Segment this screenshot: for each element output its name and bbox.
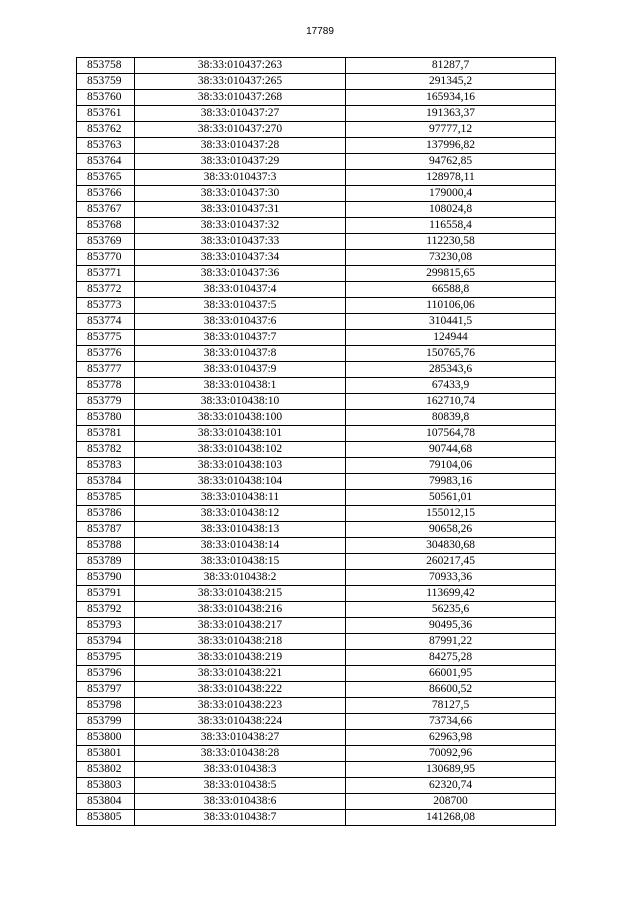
records-table xyxy=(76,57,556,826)
cadastral-number-cell: 38:33:010438:221 xyxy=(135,666,346,682)
row-number-cell: 853797 xyxy=(77,682,135,698)
table-row xyxy=(77,346,556,362)
row-number-cell: 853776 xyxy=(77,346,135,362)
table-row xyxy=(77,410,556,426)
value-cell: 299815,65 xyxy=(346,266,556,282)
table-row xyxy=(77,634,556,650)
table-row xyxy=(77,170,556,186)
row-number-cell: 853759 xyxy=(77,74,135,90)
row-number-cell: 853795 xyxy=(77,650,135,666)
cadastral-number-cell: 38:33:010438:5 xyxy=(135,778,346,794)
row-number-cell: 853804 xyxy=(77,794,135,810)
row-number-cell: 853792 xyxy=(77,602,135,618)
table-row xyxy=(77,746,556,762)
value-cell: 179000,4 xyxy=(346,186,556,202)
cadastral-number-cell: 38:33:010437:265 xyxy=(135,74,346,90)
value-cell: 66001,95 xyxy=(346,666,556,682)
row-number-cell: 853764 xyxy=(77,154,135,170)
cadastral-number-cell: 38:33:010438:2 xyxy=(135,570,346,586)
cadastral-number-cell: 38:33:010438:1 xyxy=(135,378,346,394)
table-row xyxy=(77,538,556,554)
row-number-cell: 853803 xyxy=(77,778,135,794)
cadastral-number-cell: 38:33:010438:15 xyxy=(135,554,346,570)
table-row xyxy=(77,202,556,218)
value-cell: 97777,12 xyxy=(346,122,556,138)
value-cell: 78127,5 xyxy=(346,698,556,714)
table-row xyxy=(77,554,556,570)
cadastral-number-cell: 38:33:010438:3 xyxy=(135,762,346,778)
row-number-cell: 853789 xyxy=(77,554,135,570)
row-number-cell: 853801 xyxy=(77,746,135,762)
cadastral-number-cell: 38:33:010438:10 xyxy=(135,394,346,410)
row-number-cell: 853790 xyxy=(77,570,135,586)
cadastral-number-cell: 38:33:010438:7 xyxy=(135,810,346,826)
value-cell: 62963,98 xyxy=(346,730,556,746)
value-cell: 108024,8 xyxy=(346,202,556,218)
cadastral-number-cell: 38:33:010438:14 xyxy=(135,538,346,554)
cadastral-number-cell: 38:33:010438:28 xyxy=(135,746,346,762)
table-row xyxy=(77,650,556,666)
cadastral-number-cell: 38:33:010438:12 xyxy=(135,506,346,522)
value-cell: 208700 xyxy=(346,794,556,810)
cadastral-number-cell: 38:33:010437:6 xyxy=(135,314,346,330)
row-number-cell: 853773 xyxy=(77,298,135,314)
value-cell: 112230,58 xyxy=(346,234,556,250)
value-cell: 73734,66 xyxy=(346,714,556,730)
table-row xyxy=(77,122,556,138)
cadastral-number-cell: 38:33:010438:224 xyxy=(135,714,346,730)
value-cell: 260217,45 xyxy=(346,554,556,570)
table-row xyxy=(77,602,556,618)
row-number-cell: 853802 xyxy=(77,762,135,778)
row-number-cell: 853787 xyxy=(77,522,135,538)
row-number-cell: 853785 xyxy=(77,490,135,506)
cadastral-number-cell: 38:33:010438:217 xyxy=(135,618,346,634)
table-row xyxy=(77,794,556,810)
row-number-cell: 853772 xyxy=(77,282,135,298)
row-number-cell: 853796 xyxy=(77,666,135,682)
row-number-cell: 853780 xyxy=(77,410,135,426)
cadastral-number-cell: 38:33:010437:7 xyxy=(135,330,346,346)
cadastral-number-cell: 38:33:010438:103 xyxy=(135,458,346,474)
table-row xyxy=(77,378,556,394)
value-cell: 86600,52 xyxy=(346,682,556,698)
cadastral-number-cell: 38:33:010437:9 xyxy=(135,362,346,378)
table-row xyxy=(77,586,556,602)
row-number-cell: 853779 xyxy=(77,394,135,410)
value-cell: 304830,68 xyxy=(346,538,556,554)
cadastral-number-cell: 38:33:010437:5 xyxy=(135,298,346,314)
value-cell: 310441,5 xyxy=(346,314,556,330)
value-cell: 113699,42 xyxy=(346,586,556,602)
value-cell: 165934,16 xyxy=(346,90,556,106)
cadastral-number-cell: 38:33:010438:102 xyxy=(135,442,346,458)
cadastral-number-cell: 38:33:010438:215 xyxy=(135,586,346,602)
value-cell: 73230,08 xyxy=(346,250,556,266)
cadastral-number-cell: 38:33:010438:100 xyxy=(135,410,346,426)
table-row xyxy=(77,490,556,506)
cadastral-number-cell: 38:33:010438:223 xyxy=(135,698,346,714)
value-cell: 70092,96 xyxy=(346,746,556,762)
value-cell: 130689,95 xyxy=(346,762,556,778)
value-cell: 87991,22 xyxy=(346,634,556,650)
value-cell: 94762,85 xyxy=(346,154,556,170)
value-cell: 70933,36 xyxy=(346,570,556,586)
value-cell: 56235,6 xyxy=(346,602,556,618)
cadastral-number-cell: 38:33:010438:13 xyxy=(135,522,346,538)
cadastral-number-cell: 38:33:010437:263 xyxy=(135,58,346,74)
table-row xyxy=(77,362,556,378)
table-row xyxy=(77,682,556,698)
table-row xyxy=(77,74,556,90)
cadastral-number-cell: 38:33:010438:219 xyxy=(135,650,346,666)
value-cell: 90495,36 xyxy=(346,618,556,634)
cadastral-number-cell: 38:33:010438:27 xyxy=(135,730,346,746)
cadastral-number-cell: 38:33:010438:222 xyxy=(135,682,346,698)
table-row xyxy=(77,442,556,458)
row-number-cell: 853783 xyxy=(77,458,135,474)
records-table-body xyxy=(77,58,556,826)
row-number-cell: 853758 xyxy=(77,58,135,74)
table-row xyxy=(77,138,556,154)
table-row xyxy=(77,90,556,106)
table-row xyxy=(77,186,556,202)
cadastral-number-cell: 38:33:010438:216 xyxy=(135,602,346,618)
value-cell: 50561,01 xyxy=(346,490,556,506)
value-cell: 62320,74 xyxy=(346,778,556,794)
row-number-cell: 853788 xyxy=(77,538,135,554)
row-number-cell: 853784 xyxy=(77,474,135,490)
table-row xyxy=(77,250,556,266)
row-number-cell: 853770 xyxy=(77,250,135,266)
cadastral-number-cell: 38:33:010437:3 xyxy=(135,170,346,186)
value-cell: 90658,26 xyxy=(346,522,556,538)
row-number-cell: 853778 xyxy=(77,378,135,394)
row-number-cell: 853805 xyxy=(77,810,135,826)
row-number-cell: 853791 xyxy=(77,586,135,602)
value-cell: 84275,28 xyxy=(346,650,556,666)
table-row xyxy=(77,570,556,586)
cadastral-number-cell: 38:33:010438:11 xyxy=(135,490,346,506)
cadastral-number-cell: 38:33:010437:8 xyxy=(135,346,346,362)
page-number: 17789 xyxy=(306,26,334,37)
row-number-cell: 853781 xyxy=(77,426,135,442)
value-cell: 107564,78 xyxy=(346,426,556,442)
row-number-cell: 853782 xyxy=(77,442,135,458)
cadastral-number-cell: 38:33:010437:270 xyxy=(135,122,346,138)
table-row xyxy=(77,714,556,730)
value-cell: 150765,76 xyxy=(346,346,556,362)
table-row xyxy=(77,266,556,282)
row-number-cell: 853760 xyxy=(77,90,135,106)
value-cell: 81287,7 xyxy=(346,58,556,74)
row-number-cell: 853775 xyxy=(77,330,135,346)
cadastral-number-cell: 38:33:010438:6 xyxy=(135,794,346,810)
value-cell: 141268,08 xyxy=(346,810,556,826)
value-cell: 79983,16 xyxy=(346,474,556,490)
table-row xyxy=(77,234,556,250)
cadastral-number-cell: 38:33:010438:101 xyxy=(135,426,346,442)
cadastral-number-cell: 38:33:010437:36 xyxy=(135,266,346,282)
row-number-cell: 853769 xyxy=(77,234,135,250)
value-cell: 291345,2 xyxy=(346,74,556,90)
table-row xyxy=(77,698,556,714)
table-row xyxy=(77,282,556,298)
table-row xyxy=(77,154,556,170)
row-number-cell: 853774 xyxy=(77,314,135,330)
cadastral-number-cell: 38:33:010437:33 xyxy=(135,234,346,250)
row-number-cell: 853768 xyxy=(77,218,135,234)
table-row xyxy=(77,778,556,794)
cadastral-number-cell: 38:33:010438:104 xyxy=(135,474,346,490)
cadastral-number-cell: 38:33:010437:268 xyxy=(135,90,346,106)
cadastral-number-cell: 38:33:010437:29 xyxy=(135,154,346,170)
table-row xyxy=(77,106,556,122)
table-row xyxy=(77,58,556,74)
cadastral-number-cell: 38:33:010437:27 xyxy=(135,106,346,122)
table-row xyxy=(77,394,556,410)
row-number-cell: 853786 xyxy=(77,506,135,522)
row-number-cell: 853767 xyxy=(77,202,135,218)
cadastral-number-cell: 38:33:010438:218 xyxy=(135,634,346,650)
table-row xyxy=(77,810,556,826)
value-cell: 67433,9 xyxy=(346,378,556,394)
table-row xyxy=(77,458,556,474)
cadastral-number-cell: 38:33:010437:34 xyxy=(135,250,346,266)
cadastral-number-cell: 38:33:010437:31 xyxy=(135,202,346,218)
value-cell: 155012,15 xyxy=(346,506,556,522)
table-row xyxy=(77,314,556,330)
value-cell: 191363,37 xyxy=(346,106,556,122)
table-row xyxy=(77,618,556,634)
value-cell: 137996,82 xyxy=(346,138,556,154)
value-cell: 66588,8 xyxy=(346,282,556,298)
table-row xyxy=(77,506,556,522)
row-number-cell: 853794 xyxy=(77,634,135,650)
table-row xyxy=(77,330,556,346)
table-row xyxy=(77,666,556,682)
row-number-cell: 853800 xyxy=(77,730,135,746)
row-number-cell: 853763 xyxy=(77,138,135,154)
row-number-cell: 853777 xyxy=(77,362,135,378)
table-row xyxy=(77,298,556,314)
cadastral-number-cell: 38:33:010437:30 xyxy=(135,186,346,202)
value-cell: 285343,6 xyxy=(346,362,556,378)
value-cell: 80839,8 xyxy=(346,410,556,426)
value-cell: 110106,06 xyxy=(346,298,556,314)
row-number-cell: 853762 xyxy=(77,122,135,138)
cadastral-number-cell: 38:33:010437:28 xyxy=(135,138,346,154)
row-number-cell: 853799 xyxy=(77,714,135,730)
table-row xyxy=(77,522,556,538)
cadastral-number-cell: 38:33:010437:4 xyxy=(135,282,346,298)
row-number-cell: 853761 xyxy=(77,106,135,122)
table-row xyxy=(77,426,556,442)
value-cell: 90744,68 xyxy=(346,442,556,458)
cadastral-number-cell: 38:33:010437:32 xyxy=(135,218,346,234)
row-number-cell: 853793 xyxy=(77,618,135,634)
table-row xyxy=(77,218,556,234)
value-cell: 162710,74 xyxy=(346,394,556,410)
row-number-cell: 853798 xyxy=(77,698,135,714)
row-number-cell: 853766 xyxy=(77,186,135,202)
value-cell: 79104,06 xyxy=(346,458,556,474)
row-number-cell: 853765 xyxy=(77,170,135,186)
value-cell: 116558,4 xyxy=(346,218,556,234)
value-cell: 124944 xyxy=(346,330,556,346)
value-cell: 128978,11 xyxy=(346,170,556,186)
table-row xyxy=(77,474,556,490)
table-row xyxy=(77,762,556,778)
row-number-cell: 853771 xyxy=(77,266,135,282)
table-row xyxy=(77,730,556,746)
